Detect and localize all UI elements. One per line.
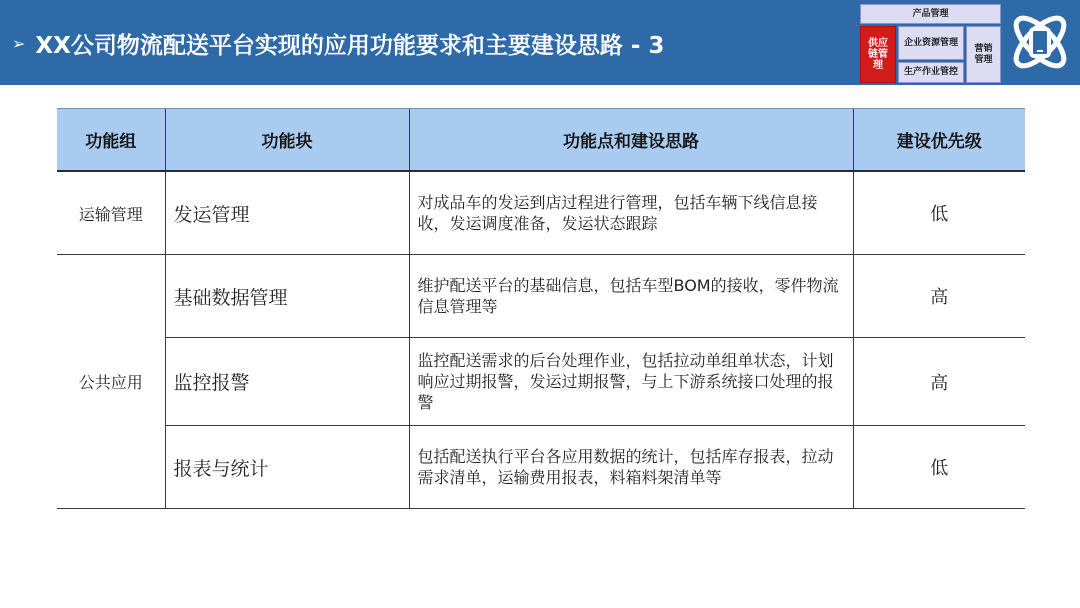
table-row bbox=[57, 255, 1025, 338]
table-row bbox=[57, 338, 1025, 426]
block-cell: 基础数据管理 bbox=[165, 255, 409, 338]
module-diagram bbox=[858, 3, 1002, 84]
desc-cell: 监控配送需求的后台处理作业，包括拉动单组单状态，计划响应过期报警，发运过期报警，与上下游系统接口处理的报警 bbox=[409, 338, 853, 426]
page-title-text: XX公司物流配送平台实现的应用功能要求和主要建设思路 - 3 bbox=[35, 32, 665, 59]
module-erp: 企业资源管理 bbox=[898, 26, 964, 60]
header-bar bbox=[0, 0, 1080, 85]
group-cell: 运输管理 bbox=[57, 171, 165, 255]
module-sales bbox=[966, 26, 1001, 83]
module-sales-label: 营销管理 bbox=[974, 43, 993, 65]
col-header-desc: 功能点和建设思路 bbox=[409, 109, 853, 172]
module-supply-chain-label: 供应链管理 bbox=[868, 38, 888, 71]
group-cell: 公共应用 bbox=[57, 255, 165, 509]
module-mes: 生产作业管控 bbox=[898, 62, 964, 83]
priority-cell: 低 bbox=[853, 426, 1025, 509]
block-cell: 报表与统计 bbox=[165, 426, 409, 509]
priority-cell: 高 bbox=[853, 255, 1025, 338]
arrow-bullet-icon: ➢ bbox=[12, 33, 26, 53]
table-row bbox=[57, 171, 1025, 255]
function-table bbox=[57, 108, 1025, 509]
col-header-group: 功能组 bbox=[57, 109, 165, 172]
block-cell: 监控报警 bbox=[165, 338, 409, 426]
priority-cell: 高 bbox=[853, 338, 1025, 426]
block-cell: 发运管理 bbox=[165, 171, 409, 255]
atom-phone-icon bbox=[1005, 6, 1075, 78]
col-header-block: 功能块 bbox=[165, 109, 409, 172]
col-header-priority: 建设优先级 bbox=[853, 109, 1025, 172]
desc-cell: 对成品车的发运到店过程进行管理，包括车辆下线信息接收，发运调度准备，发运状态跟踪 bbox=[409, 171, 853, 255]
table-row bbox=[57, 426, 1025, 509]
desc-cell: 维护配送平台的基础信息，包括车型BOM的接收，零件物流信息管理等 bbox=[409, 255, 853, 338]
table-header-row bbox=[57, 109, 1025, 172]
module-product: 产品管理 bbox=[860, 4, 1001, 24]
desc-cell: 包括配送执行平台各应用数据的统计，包括库存报表，拉动需求清单，运输费用报表，料箱料架清单等 bbox=[409, 426, 853, 509]
priority-cell: 低 bbox=[853, 171, 1025, 255]
page-title bbox=[12, 26, 664, 60]
module-supply-chain bbox=[860, 26, 896, 83]
